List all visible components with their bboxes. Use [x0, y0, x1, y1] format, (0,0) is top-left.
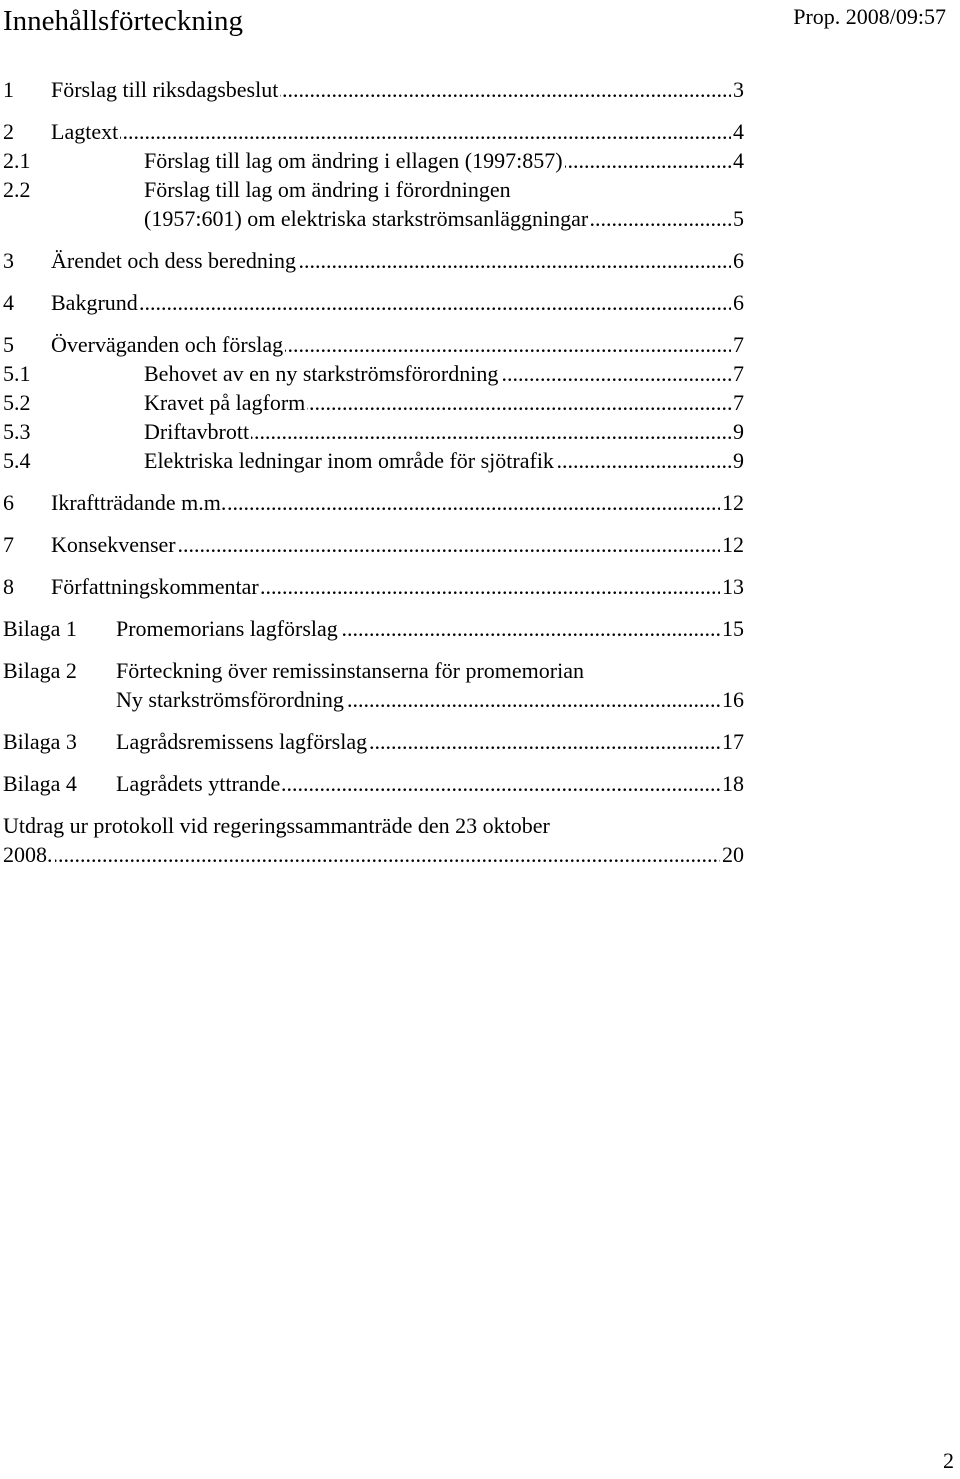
toc-entry-number: 5.1: [3, 361, 31, 386]
dot-leader: [51, 288, 744, 318]
toc-entry-number: Bilaga 2: [3, 658, 77, 683]
toc-entry-title: (1957:601) om elektriska starkströmsanläggningar: [144, 206, 589, 231]
toc-entry[interactable]: [3, 330, 744, 360]
toc-entry-title: Konsekvenser: [51, 532, 176, 557]
toc-entry[interactable]: [3, 488, 744, 518]
toc-entry-page: 4: [731, 146, 744, 176]
toc-entry-title: Förslag till lag om ändring i ellagen (1997:857): [144, 148, 563, 173]
toc-entry-page: 17: [720, 727, 744, 757]
toc-entry-page: 16: [720, 685, 744, 715]
dot-leader: [3, 840, 744, 870]
toc-entry-title: Promemorians lagförslag: [116, 616, 338, 641]
toc-entry-number: 3: [3, 248, 14, 273]
toc-entry[interactable]: [3, 530, 744, 560]
toc-entry-page: 6: [731, 246, 744, 276]
toc-entry[interactable]: [3, 359, 744, 389]
toc-entry-number: Bilaga 3: [3, 729, 77, 754]
toc-entry-number: 6: [3, 490, 14, 515]
toc-entry-page: 13: [720, 572, 744, 602]
page-number: 2: [943, 1448, 954, 1473]
toc-entry-title: Elektriska ledningar inom område för sjötrafik: [144, 448, 554, 473]
toc-entry-page: 20: [720, 840, 744, 870]
toc-entry-page: 12: [720, 530, 744, 560]
dot-leader: [51, 117, 744, 147]
toc-entry-page: 7: [731, 330, 744, 360]
toc-entry-number: 5.4: [3, 448, 31, 473]
toc-entry-number: 7: [3, 532, 14, 557]
toc-entry-title: Lagtext: [51, 119, 119, 144]
toc-entry[interactable]: [3, 146, 744, 176]
toc-entry-number: 5: [3, 332, 14, 357]
proposition-number: Prop. 2008/09:57: [793, 4, 946, 29]
toc-entry[interactable]: [3, 840, 744, 870]
toc-entry-page: 7: [731, 388, 744, 418]
toc-entry-number: Bilaga 4: [3, 771, 77, 796]
page-title: Innehållsförteckning: [3, 5, 243, 37]
toc-entry-number: 4: [3, 290, 14, 315]
toc-entry-number: 2.1: [3, 148, 31, 173]
toc-entry-title: Förslag till riksdagsbeslut: [51, 77, 279, 102]
toc-entry-page: 5: [731, 204, 744, 234]
toc-entry[interactable]: [3, 288, 744, 318]
toc-entry-title: Driftavbrott: [144, 419, 250, 444]
toc-entry[interactable]: [3, 246, 744, 276]
toc-entry-title: Ny starkströmsförordning: [116, 687, 344, 712]
toc-entry-title: Ärendet och dess beredning: [51, 248, 296, 273]
toc-entry-title: Behovet av en ny starkströmsförordning: [144, 361, 499, 386]
toc-entry-title: Ikraftträdande m.m.: [51, 490, 227, 515]
toc-entry-page: 7: [731, 359, 744, 389]
toc-entry-page: 18: [720, 769, 744, 799]
toc-entry-title: 2008.: [3, 842, 53, 867]
toc-entry-number: 2: [3, 119, 14, 144]
toc-entry-page: 6: [731, 288, 744, 318]
toc-entry-title-line[interactable]: Förteckning över remissinstanserna för promemorian: [116, 658, 584, 683]
toc-entry-page: 9: [731, 446, 744, 476]
toc-entry[interactable]: [3, 685, 744, 715]
toc-entry[interactable]: [3, 117, 744, 147]
toc-entry-number: 8: [3, 574, 14, 599]
toc-entry[interactable]: [3, 614, 744, 644]
toc-entry-page: 12: [720, 488, 744, 518]
toc-entry-title: Lagrådsremissens lagförslag: [116, 729, 368, 754]
toc-entry[interactable]: [3, 388, 744, 418]
toc-entry-title-line[interactable]: Förslag till lag om ändring i förordningen: [144, 177, 511, 202]
toc-entry[interactable]: [3, 572, 744, 602]
toc-entry[interactable]: [3, 727, 744, 757]
toc-entry-number: 1: [3, 77, 14, 102]
toc-entry-page: 4: [731, 117, 744, 147]
toc-entry-title: Överväganden och förslag: [51, 332, 284, 357]
toc-entry-page: 3: [731, 75, 744, 105]
toc-entry-title: Kravet på lagform: [144, 390, 306, 415]
toc-entry-number: 5.2: [3, 390, 31, 415]
toc-entry-title-line[interactable]: Utdrag ur protokoll vid regeringssammanträde den 23 oktober: [3, 813, 550, 838]
toc-entry[interactable]: [3, 75, 744, 105]
toc-entry-number: 2.2: [3, 177, 31, 202]
toc-entry-title: Bakgrund: [51, 290, 138, 315]
toc-entry-title: Lagrådets yttrande: [116, 771, 281, 796]
toc-entry[interactable]: [3, 204, 744, 234]
toc-entry-number: Bilaga 1: [3, 616, 77, 641]
toc-entry[interactable]: [3, 446, 744, 476]
toc-entry-page: 15: [720, 614, 744, 644]
toc-entry-title: Författningskommentar: [51, 574, 259, 599]
toc-entry-number: 5.3: [3, 419, 31, 444]
toc-entry[interactable]: [3, 769, 744, 799]
toc-entry[interactable]: [3, 417, 744, 447]
toc-entry-page: 9: [731, 417, 744, 447]
